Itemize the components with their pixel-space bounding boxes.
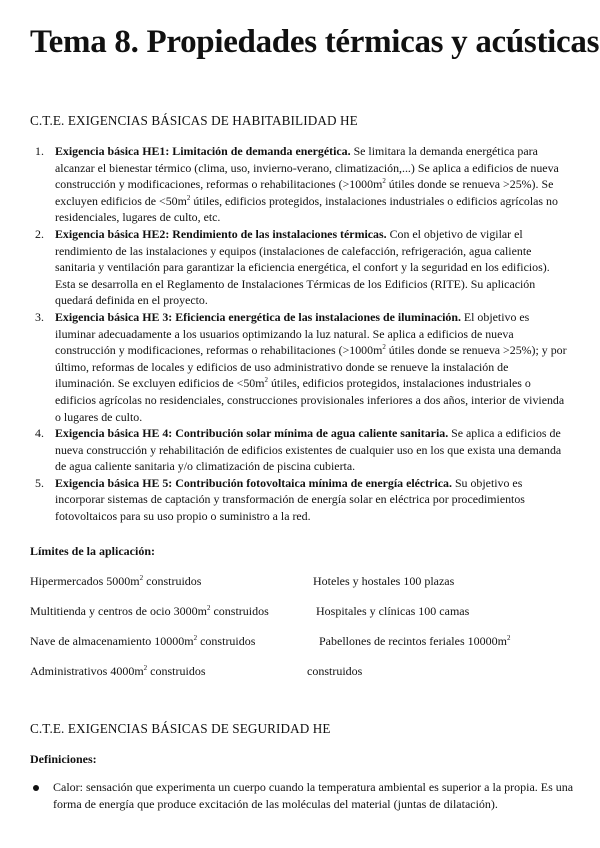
list-item-number: 5. [35,475,44,490]
list-item-number: 4. [35,426,44,441]
list-item-number: 1. [35,144,44,158]
list-item: Calor: sensación que experimenta un cuerpo cuando la temperatura ambiental es superior a la propia. Es una forma de energía que produce excitación de las moléculas del material (juntas de dilatación). [30,779,575,813]
definitions-list [30,779,575,813]
list-item-title: Exigencia básica HE 4: Contribución solar mínima de agua caliente sanitaria. [55,426,449,441]
list-item: 5. Exigencia básica HE 5: Contribución fotovoltaica mínima de energía eléctrica. Su objetivo es incorporar sistemas de captación y transformación de energía solar en eléctrica por procedimientos fotovoltaicos para su uso propio o suministro a la red. [35,475,525,524]
list-item-title: Exigencia básica HE 5: Contribución fotovoltaica mínima de energía eléctrica. [55,475,452,490]
list-item: 2. Exigencia básica HE2: Rendimiento de las instalaciones térmicas. Con el objetivo de vigilar el rendimiento de las instalaciones y equipos (instalaciones de calefacción, refrigeración, agua caliente sanitaria y ventilación para garantizar la eficiencia energética, el confort y la seguridad en los edificios). Esta se desarrolla en el Reglamento de Instalaciones Térmicas de los Edificios (RITE). Su aplicación quedará definida en el proyecto. [35,226,550,308]
limit-left-2: Multitienda y centros de ocio $3000m^2$ construidos [30,604,269,618]
limit-left-1: Hipermercados $5000m^2$ construidos [30,574,202,588]
list-item-number: 3. [35,309,44,324]
definitions-title: Definiciones: [30,752,97,766]
limit-left-3: Nave de almacenamiento $10000m^2$ construidos [30,634,256,648]
page-title: Tema 8. Propiedades térmicas y acústicas [30,24,600,60]
bullet-icon [33,785,39,791]
section-heading-seguridad: C.T.E. EXIGENCIAS BÁSICAS DE SEGURIDAD HE [30,721,331,736]
limit-left-4: Administrativos $4000m^2$ construidos [30,664,206,678]
list-item-title: Exigencia básica HE1: Limitación de demanda energética. [55,144,351,158]
limit-right-4: construidos [307,664,363,678]
limit-right-3: Pabellones de recintos feriales $10000m^2$ [319,634,511,648]
limit-right-2: Hospitales y clínicas 100 camas [316,604,470,618]
he-requirements-list [30,143,570,525]
list-item: 3. Exigencia básica HE 3: Eficiencia energética de las instalaciones de iluminación. El objetivo es iluminar adecuadamente a los usuarios optimizando la luz natural. Se aplica a edificios de nueva construcción y modificaciones, reformas o rehabilitaciones ($>1000m^2$ útiles donde se renueva >25%); y por último, reformas de locales y edificios de uso administrativo donde se renueve la instalación de iluminación. Se excluyen edificios de $<50m^2$ útiles, edificios protegidos, instalaciones industriales o edificios agrícolas no residenciales, construcciones provisionales inferiores a dos años, interior de vivienda o lugares de culto. [35,309,567,424]
list-item-title: Exigencia básica HE2: Rendimiento de las instalaciones térmicas. [55,226,387,241]
list-item-title: Exigencia básica HE 3: Eficiencia energética de las instalaciones de iluminación. [55,309,461,324]
list-item-number: 2. [35,226,44,241]
list-item: 1. Exigencia básica HE1: Limitación de demanda energética. Se limitara la demanda energética para alcanzar el bienestar térmico (clima, uso, invierno-verano, climatización,...) Se aplica a edificios de nueva construcción y modificaciones, reformas o rehabilitaciones ($>1000m^2$ útiles donde se renueva >25%). Se excluyen edificios de $<50m^2$ útiles, edificios protegidos, instalaciones industriales o edificios agrícolas no residenciales, lugares de culto, etc. [35,144,559,225]
list-item: 4. Exigencia básica HE 4: Contribución solar mínima de agua caliente sanitaria. Se aplica a edificios de nueva construcción y rehabilitación de edificios existentes de cualquier uso en los que exista una demanda de agua caliente sanitaria y/o climatización de piscina cubierta. [35,426,562,474]
section-heading-habitabilidad: C.T.E. EXIGENCIAS BÁSICAS DE HABITABILIDAD HE [30,113,358,128]
limits-title: Límites de la aplicación: [30,544,155,558]
limit-right-1: Hoteles y hostales 100 plazas [313,574,455,588]
